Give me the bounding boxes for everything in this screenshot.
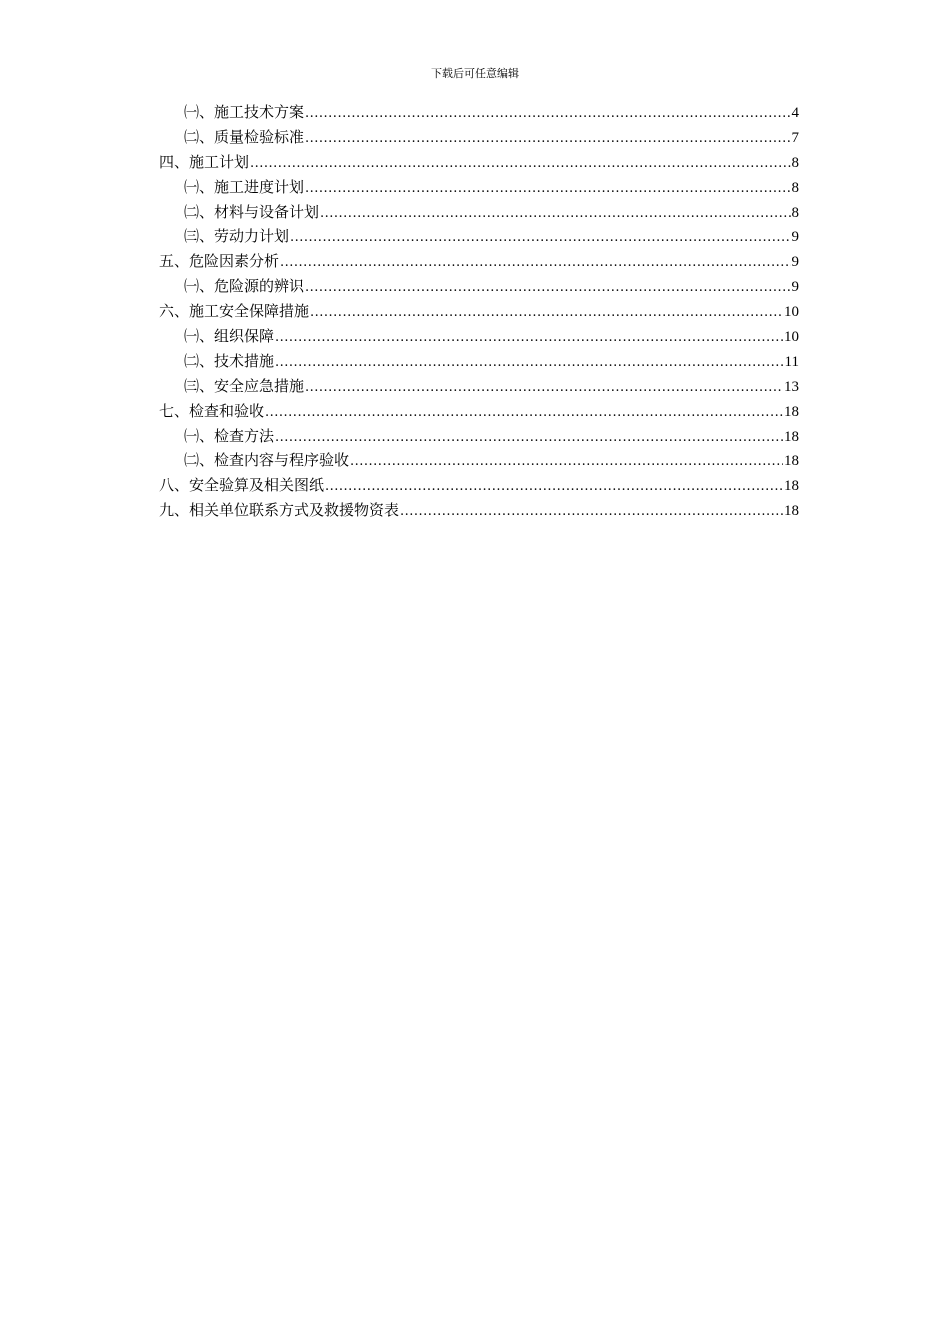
toc-dot-leader xyxy=(275,351,784,376)
toc-entry[interactable] xyxy=(159,498,799,523)
toc-dot-leader xyxy=(250,152,790,177)
toc-entry[interactable] xyxy=(159,399,799,424)
toc-dot-leader xyxy=(275,326,783,351)
toc-entry[interactable] xyxy=(159,224,799,249)
toc-entry[interactable] xyxy=(159,374,799,399)
toc-entry-title: ㈡、材料与设备计划 xyxy=(184,202,320,221)
toc-entry[interactable] xyxy=(159,274,799,299)
toc-page-number: 18 xyxy=(784,503,799,520)
toc-entry[interactable] xyxy=(159,249,799,274)
toc-entry-title: 七、检查和验收 xyxy=(159,401,265,420)
toc-entry-title: ㈡、检查内容与程序验收 xyxy=(184,451,350,470)
toc-dot-leader xyxy=(350,450,783,475)
toc-entry[interactable] xyxy=(159,100,799,125)
toc-dot-leader xyxy=(305,376,783,401)
toc-page-number: 4 xyxy=(791,105,799,121)
toc-page-number: 9 xyxy=(791,229,799,246)
toc-page-number: 8 xyxy=(791,154,799,171)
toc-entry[interactable] xyxy=(159,299,799,324)
toc-entry-title: ㈠、施工进度计划 xyxy=(184,177,305,196)
toc-page-number: 18 xyxy=(784,403,799,420)
toc-entry[interactable] xyxy=(159,175,799,200)
toc-entry[interactable] xyxy=(159,424,799,449)
toc-entry-title: ㈡、质量检验标准 xyxy=(184,127,305,146)
toc-entry-title: ㈠、组织保障 xyxy=(184,327,275,346)
toc-page-number: 18 xyxy=(784,478,799,495)
toc-entry-title: ㈠、检查方法 xyxy=(184,426,275,445)
toc-entry-title: 五、危险因素分析 xyxy=(159,252,280,271)
toc-dot-leader xyxy=(305,102,790,127)
toc-entry-title: ㈠、施工技术方案 xyxy=(184,103,305,121)
toc-dot-leader xyxy=(305,127,790,152)
toc-entry[interactable] xyxy=(159,125,799,150)
page-header: 下载后可任意编辑 xyxy=(431,67,519,80)
toc-entry[interactable] xyxy=(159,150,799,175)
toc-page-number: 9 xyxy=(791,254,799,271)
toc-page-number: 11 xyxy=(784,353,799,370)
toc-dot-leader xyxy=(310,301,783,326)
toc-entry-title: ㈢、安全应急措施 xyxy=(184,376,305,395)
toc-dot-leader xyxy=(400,500,783,525)
toc-dot-leader xyxy=(325,475,783,500)
toc-page-number: 18 xyxy=(784,453,799,470)
toc-entry[interactable] xyxy=(159,448,799,473)
toc-entry-title: ㈢、劳动力计划 xyxy=(184,227,290,246)
toc-entry-title: 九、相关单位联系方式及救援物资表 xyxy=(159,501,400,520)
toc-page-number: 8 xyxy=(791,179,799,196)
toc-page-number: 7 xyxy=(791,129,799,146)
toc-entry-title: 八、安全验算及相关图纸 xyxy=(159,476,325,495)
toc-entry[interactable] xyxy=(159,473,799,498)
toc-page-number: 13 xyxy=(784,378,799,395)
table-of-contents xyxy=(159,100,799,523)
toc-page-number: 9 xyxy=(791,279,799,296)
toc-dot-leader xyxy=(305,276,790,301)
toc-entry-title: 四、施工计划 xyxy=(159,152,250,171)
toc-page-number: 10 xyxy=(784,329,799,346)
toc-entry[interactable] xyxy=(159,200,799,225)
toc-entry[interactable] xyxy=(159,324,799,349)
toc-page-number: 10 xyxy=(784,304,799,321)
toc-entry[interactable] xyxy=(159,349,799,374)
toc-dot-leader xyxy=(265,401,783,426)
toc-entry-title: 六、施工安全保障措施 xyxy=(159,302,310,321)
toc-dot-leader xyxy=(275,426,783,451)
toc-entry-title: ㈠、危险源的辨识 xyxy=(184,277,305,296)
toc-page-number: 18 xyxy=(784,428,799,445)
toc-page-number: 8 xyxy=(791,204,799,221)
toc-dot-leader xyxy=(320,202,790,227)
toc-dot-leader xyxy=(305,177,790,202)
toc-dot-leader xyxy=(280,251,790,276)
toc-entry-title: ㈡、技术措施 xyxy=(184,351,275,370)
toc-dot-leader xyxy=(290,226,790,251)
